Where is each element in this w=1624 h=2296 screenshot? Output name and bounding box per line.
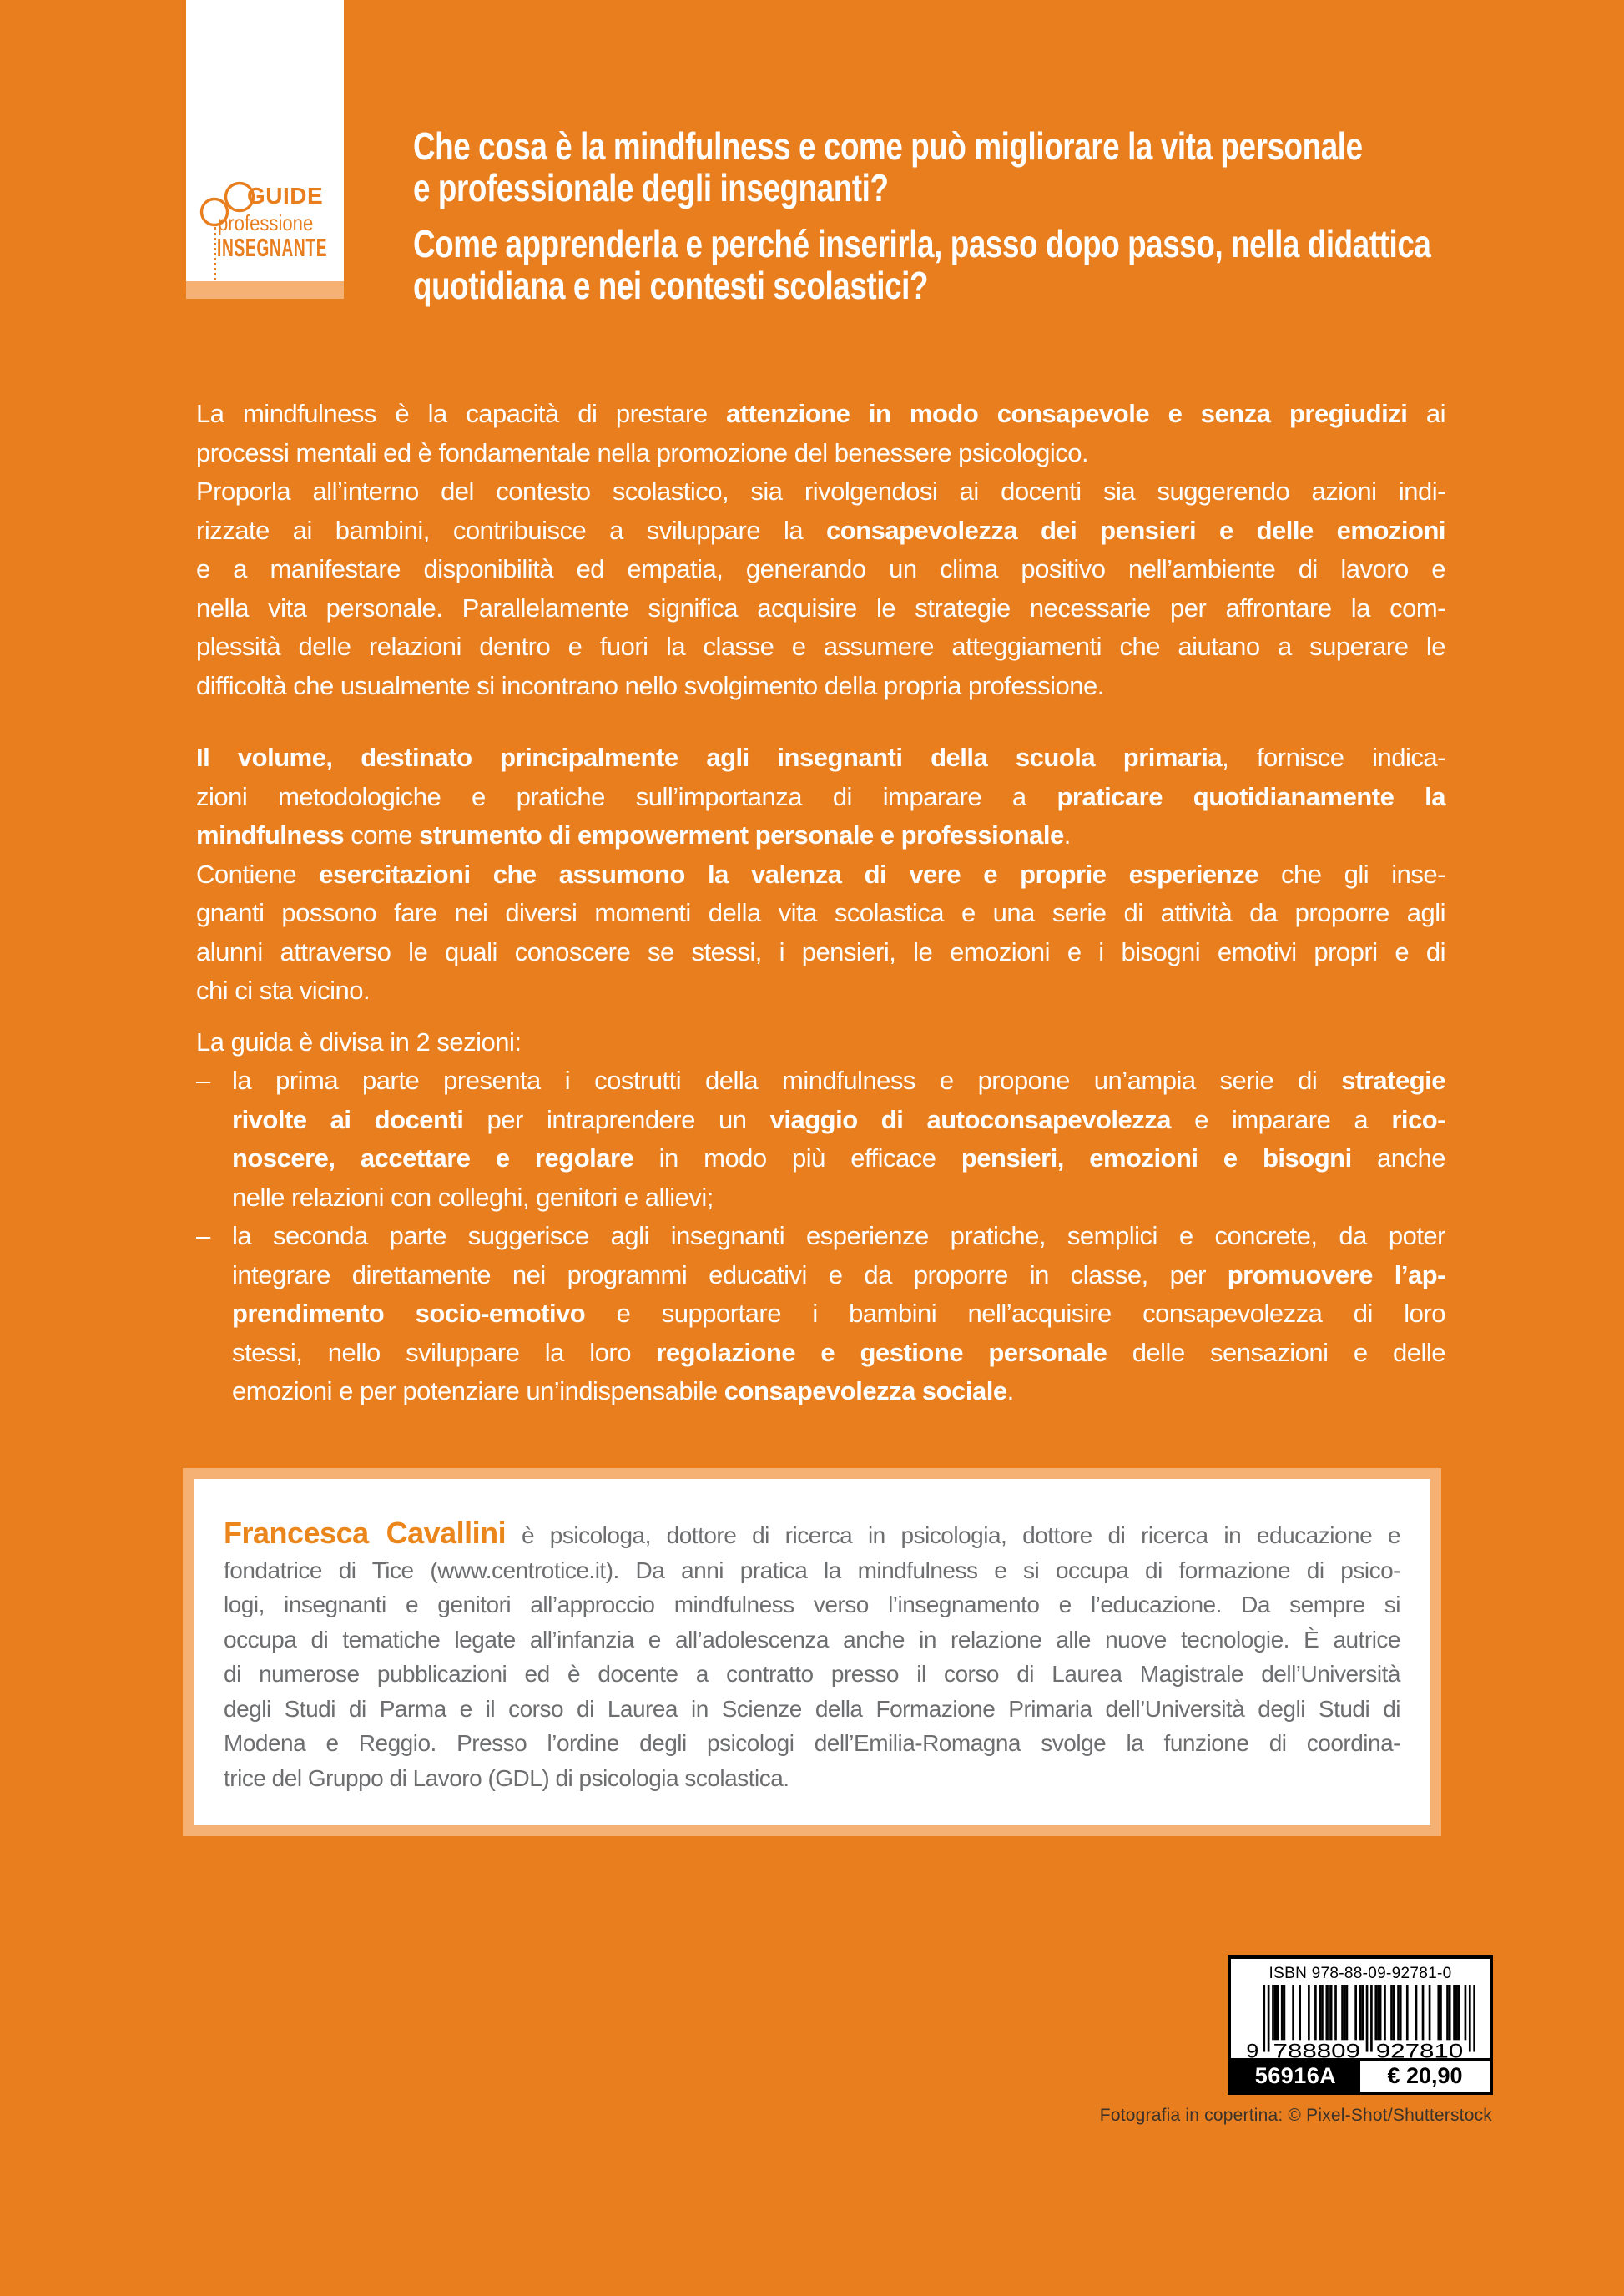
headline-questions [413,125,1455,306]
bullet-section-2-text: la seconda parte suggerisce agli insegnanti esperienze pratiche, semplici e concrete, da poter integrare direttamente nei programmi educativi e da proporre in classe, per promuovere l’ap- prendimento socio-emotivo e supportare i bambini nell’acquisire consapevolezza di loro stessi, nello sviluppare la loro regolazione e gestione personale delle sensazioni e delle emozioni e per potenziare un’indispensabile consapevolezza sociale. [232,1221,1446,1405]
logo-bottom-strip [186,281,344,299]
question-1: Che cosa è la mindfulness e come può migliorare la vita personale e professionale degli insegnanti? [413,124,1363,209]
question-2: Come apprenderla e perché inserirla, passo dopo passo, nella didattica quotidiana e nei contesti scolastici? [413,222,1431,307]
bullet-section-2 [196,1217,1445,1411]
isbn-text: ISBN 978-88-09-92781-0 [1268,1965,1452,1982]
price: € 20,90 [1360,2061,1490,2092]
sections-intro: La guida è divisa in 2 sezioni: [196,1027,522,1057]
author-box-frame [183,1468,1441,1836]
author-bio-text: Francesca Cavallini è psicologa, dottore di ricerca in psicologia, dottore di ricerca in educazione e fondatrice di Tice (www.centrotice.it). Da anni pratica la mindfulness e si occupa di formazione di psico- logi, insegnanti e genitori all’approccio mindfulness verso l’insegnamento e l’educazione. Da sempre si occupa di tematiche legate all’infanzia e all’adolescenza anche in relazione alle nuove tecnologie. È autrice di numerose pubblicazioni ed è docente a contratto presso il corso di Laurea Magistrale dell’Università degli Studi di Parma e il corso di Laurea in Scienze della Formazione Primaria dell’Università degli Studi di Modena e Reggio. Presso l’ordine degli psicologi dell’Emilia-Romagna svolge la funzione di coordina- trice del Gruppo di Lavoro (GDL) di psicologia scolastica. [224,1516,1401,1791]
bullet-dash: – [196,1066,210,1095]
ean-digits-right: 927810 [1375,2041,1464,2060]
edition-code: 56916A [1231,2061,1360,2092]
publisher-logo [186,0,344,299]
bullet-dash: – [196,1221,210,1250]
ean-digits-left: 788809 [1273,2041,1360,2060]
barcode-label [1228,1955,1493,2095]
logo-insegnante-text: INSEGNANTE [217,233,328,262]
description-paragraph-2: Il volume, destinato principalmente agli insegnanti della scuola primaria, fornisce indica- zioni metodologiche e pratiche sull’importanza di imparare a praticare quotidianamente la mindfulness come strumento di empowerment personale e professionale. Contiene esercitazioni che assumono la valenza di vere e proprie esperienze che gli inse- gnanti possono fare nei diversi momenti della vita scolastica e una serie di attività da proporre agli alunni attraverso le quali conoscere se stessi, i pensieri, le emozioni e i bisogni emotivi propri e di chi ci sta vicino. [196,743,1445,1005]
description-paragraph-1: La mindfulness è la capacità di prestare attenzione in modo consapevole e senza pregiudizi ai processi mentali ed è fondamentale nella promozione del benessere psicologico. Proporla all’interno del contesto scolastico, sia rivolgendosi ai docenti sia suggerendo azioni indi- rizzate ai bambini, contribuisce a sviluppare la consapevolezza dei pensieri e delle emozioni e a manifestare disponibilità ed empatia, generando un clima positivo nell’ambiente di lavoro e nella vita personale. Parallelamente significa acquisire le strategie necessarie per affrontare la com- plessità delle relazioni dentro e fuori la classe e assumere atteggiamenti che aiutano a superare le difficoltà che usualmente si incontrano nello svolgimento della propria professione. [196,399,1445,700]
bullet-section-1 [196,1062,1445,1217]
author-box [194,1479,1430,1825]
ean-digit-first: 9 [1246,2041,1259,2060]
bullet-section-1-text: la prima parte presenta i costrutti della mindfulness e propone un’ampia serie di strategie rivolte ai docenti per intraprendere un viaggio di autoconsapevolezza e imparare a rico- noscere, accettare e regolare in modo più efficace pensieri, emozioni e bisogni anche nelle relazioni con colleghi, genitori e allievi; [232,1066,1445,1212]
ean-barcode [1245,1985,1475,2060]
logo-guide-text: GUIDE [247,183,324,209]
photo-credit: Fotografia in copertina: © Pixel-Shot/Shutterstock [1099,2106,1492,2125]
price-row [1231,2058,1490,2092]
logo-professione-text: professione [218,210,314,235]
logo-dotted-line [214,227,216,280]
description-text [196,395,1445,1411]
